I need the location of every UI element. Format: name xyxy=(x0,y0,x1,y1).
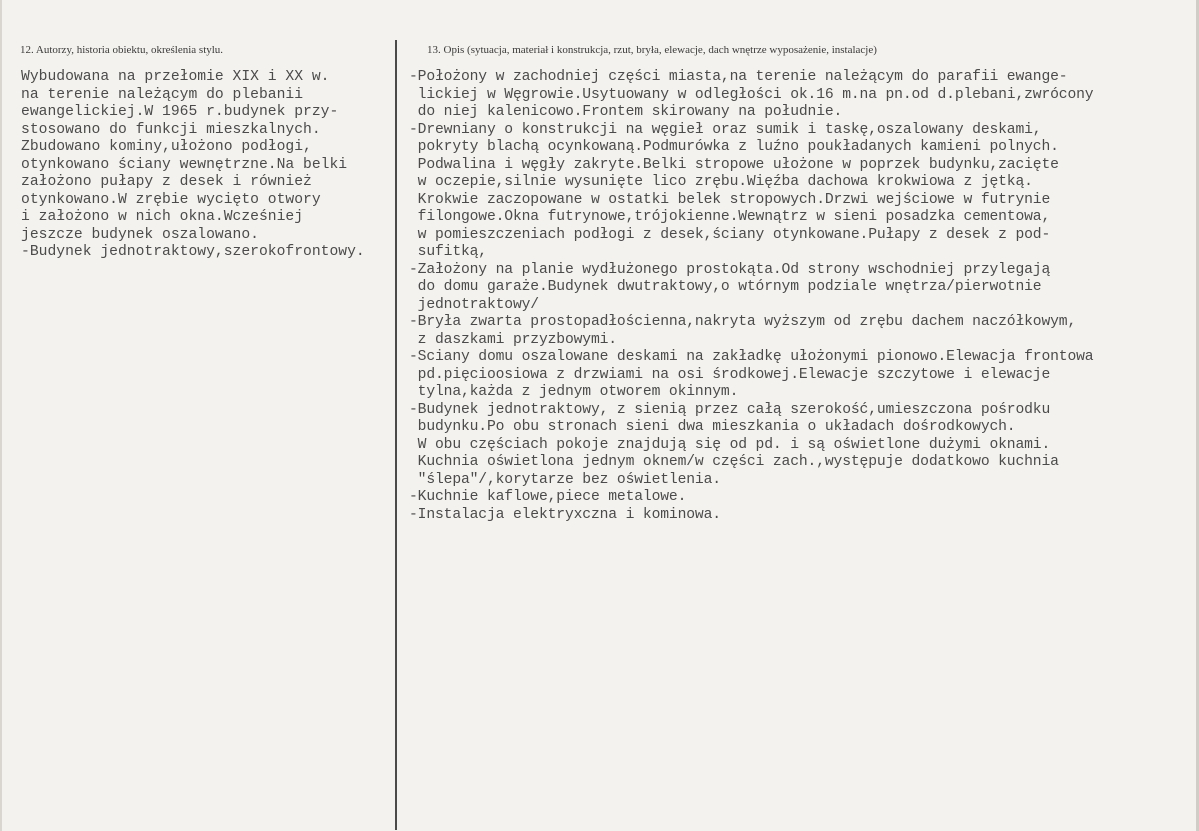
section-12-heading: 12. Autorzy, historia obiektu, określenia stylu. xyxy=(20,44,224,56)
typed-line: -Kuchnie kaflowe,piece metalowe. xyxy=(409,489,687,505)
typed-line: -Budynek jednotraktowy, z sienią przez całą szerokość,umieszczona pośrodku xyxy=(409,401,1051,418)
typed-line: pd.pięcioosiowa z drzwiami na osi środkowej.Elewacje szczytowe i elewacje xyxy=(409,366,1051,383)
typed-line: Kuchnia oświetlona jednym oknem/w części zach.,występuje dodatkowo kuchnia xyxy=(409,454,1059,470)
typed-line: Podwalina i węgły zakryte.Belki stropowe ułożone w poprzek budynku,zacięte xyxy=(409,156,1059,173)
typed-line: w pomieszczeniach podłogi z desek,ściany otynkowane.Pułapy z desek z pod- xyxy=(409,226,1051,243)
column-divider xyxy=(395,40,397,830)
typed-line: -Założony na planie wydłużonego prostokąta.Od strony wschodniej przylegają xyxy=(409,261,1051,278)
typed-line: do niej kalenicowo.Frontem skirowany na południe. xyxy=(409,104,843,120)
typed-line: Wybudowana na przełomie XIX i XX w. xyxy=(21,69,330,85)
typed-line: -Budynek jednotraktowy,szerokofrontowy. xyxy=(21,244,365,260)
typed-line: tylna,każda z jednym otworem okinnym. xyxy=(409,384,739,400)
typed-line: -Drewniany o konstrukcji na węgieł oraz sumik i taskę,oszalowany deskami, xyxy=(409,121,1042,138)
typed-line: Zbudowano kominy,ułożono podłogi, xyxy=(21,139,312,155)
typed-line: -Instalacja elektryxczna i kominowa. xyxy=(409,506,721,523)
typed-line: lickiej w Węgrowie.Usytuowany w odległości ok.16 m.na pn.od d.plebani,zwrócony xyxy=(409,86,1094,103)
section-13-heading: 13. Opis (sytuacja, materiał i konstrukcja, rzut, bryła, elewacje, dach wnętrze wyposażenie, instalacje) xyxy=(427,44,877,56)
typed-line: Krokwie zaczopowane w ostatki belek stropowych.Drzwi wejściowe w futrynie xyxy=(409,191,1051,208)
typed-line: z daszkami przyzbowymi. xyxy=(409,331,617,348)
typed-line: założono pułapy z desek i również xyxy=(21,174,312,190)
typed-line: filongowe.Okna futrynowe,trójokienne.Wewnątrz w sieni posadzka cementowa, xyxy=(409,209,1051,225)
typed-line: W obu częściach pokoje znajdują się od pd. i są oświetlone dużymi oknami. xyxy=(409,436,1051,453)
section-13-text xyxy=(409,69,1093,524)
typed-line: -Bryła zwarta prostopadłościenna,nakryta wyższym od zrębu dachem naczółkowym, xyxy=(409,314,1077,330)
typed-line: w oczepie,silnie wysunięte lico zrębu.Więźba dachowa krokwiowa z jętką. xyxy=(409,174,1033,190)
typed-line: pokryty blachą ocynkowaną.Podmurówka z luźno poukładanych kamieni polnych. xyxy=(409,139,1059,155)
typed-line: budynku.Po obu stronach sieni dwa mieszkania o układach dośrodkowych. xyxy=(409,419,1016,435)
typed-line: ewangelickiej.W 1965 r.budynek przy- xyxy=(21,104,339,120)
typed-line: "ślepa"/,korytarze bez oświetlenia. xyxy=(409,471,721,488)
typed-line: -Położony w zachodniej części miasta,na terenie należącym do parafii ewange- xyxy=(409,69,1068,85)
typed-line: do domu garaże.Budynek dwutraktowy,o wtórnym podziale wnętrza/pierwotnie xyxy=(409,279,1042,295)
typed-line: jednotraktowy/ xyxy=(409,296,539,313)
typed-line: otynkowano.W zrębie wycięto otwory xyxy=(21,191,321,208)
typed-line: sufitką, xyxy=(409,244,487,260)
typed-line: otynkowano ściany wewnętrzne.Na belki xyxy=(21,156,348,173)
typed-line: na terenie należącym do plebanii xyxy=(21,86,304,103)
typed-line: stosowano do funkcji mieszkalnych. xyxy=(21,121,321,138)
typed-line: i założono w nich okna.Wcześniej xyxy=(21,209,304,225)
section-12-text xyxy=(21,69,365,262)
typed-line: -Sciany domu oszalowane deskami na zakładkę ułożonymi pionowo.Elewacja frontowa xyxy=(409,349,1094,365)
typed-line: jeszcze budynek oszalowano. xyxy=(21,226,259,243)
